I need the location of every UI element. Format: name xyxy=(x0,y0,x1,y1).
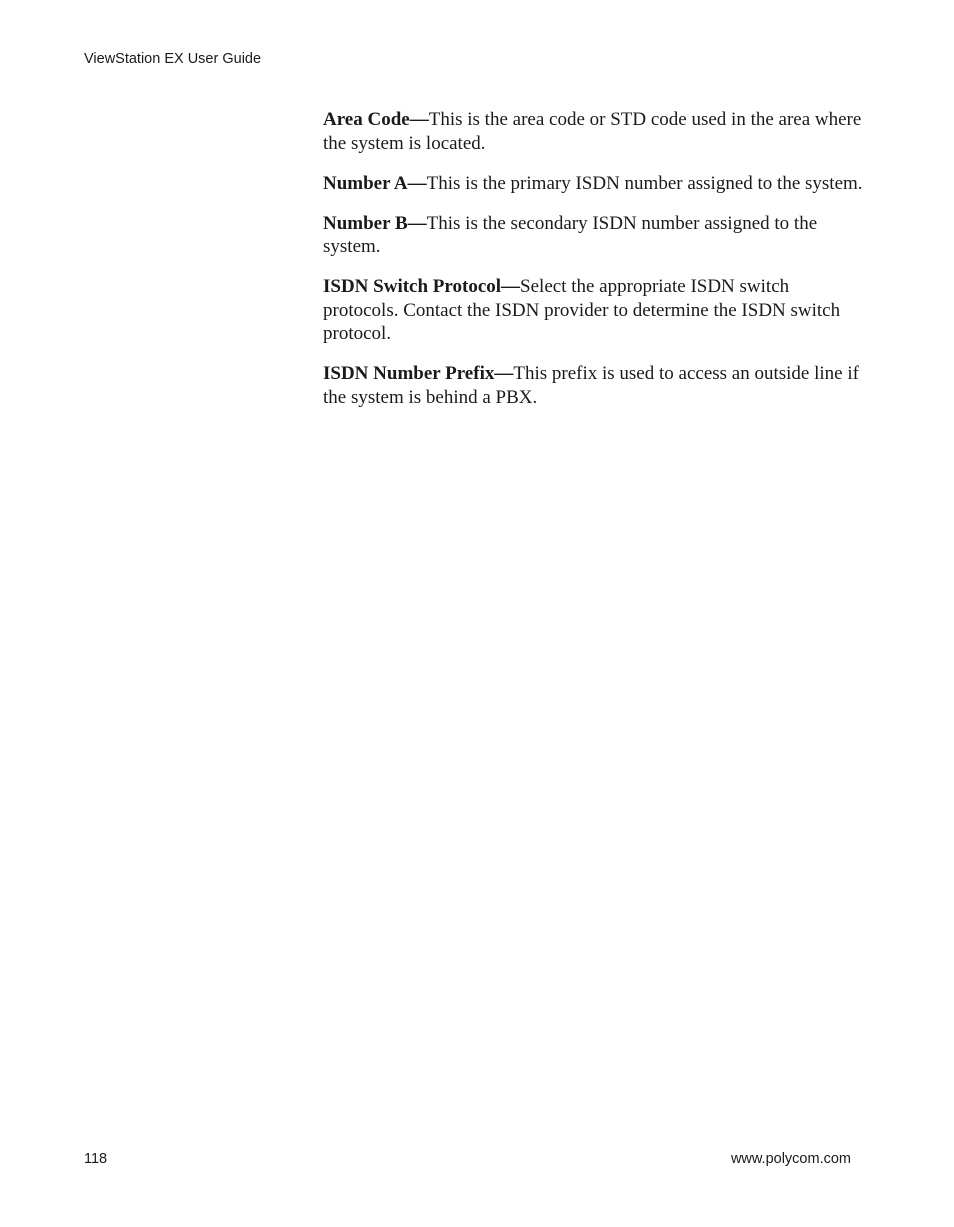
definition-term: ISDN Switch Protocol— xyxy=(323,276,521,297)
definition-isdn-number-prefix xyxy=(323,362,863,409)
running-header: ViewStation EX User Guide xyxy=(84,51,262,67)
page-number: 118 xyxy=(84,1151,108,1167)
definition-term: Number A— xyxy=(323,172,427,194)
footer-url: www.polycom.com xyxy=(730,1151,851,1167)
definition-term: ISDN Number Prefix— xyxy=(323,363,514,384)
definition-number-b xyxy=(323,212,863,259)
definition-text: This is the secondary ISDN number assigned to the system. xyxy=(323,212,818,257)
definition-number-a xyxy=(323,172,863,196)
definition-list xyxy=(323,108,863,426)
definition-isdn-switch-protocol xyxy=(323,275,863,346)
definition-term: Number B— xyxy=(323,212,427,234)
definition-text: This is the area code or STD code used in the area where the system is located. xyxy=(323,109,862,154)
definition-area-code xyxy=(323,108,863,155)
definition-text: Select the appropriate ISDN switch protocols. Contact the ISDN provider to determine the ISDN switch protocol. xyxy=(323,276,841,344)
definition-text: This prefix is used to access an outside line if the system is behind a PBX. xyxy=(323,363,859,408)
definition-text: This is the primary ISDN number assigned to the system. xyxy=(426,172,863,194)
definition-term: Area Code— xyxy=(323,109,429,130)
